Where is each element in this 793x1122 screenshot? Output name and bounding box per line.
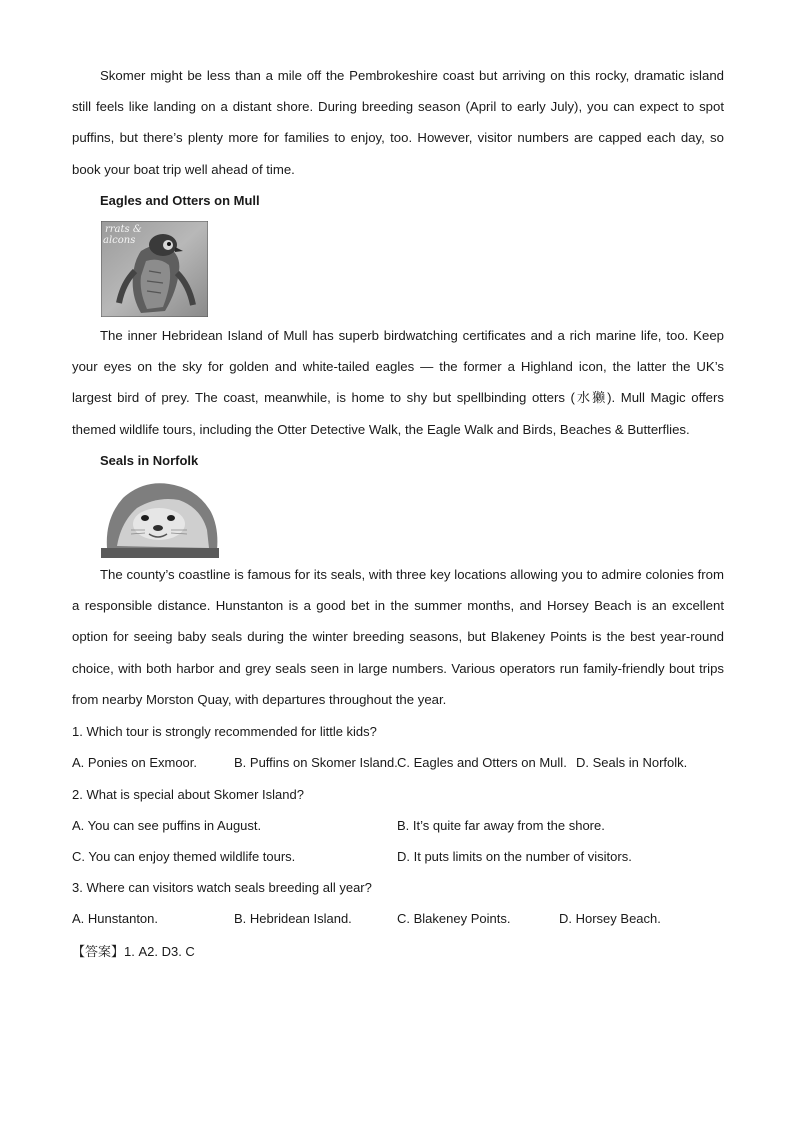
q3-option-c: C. Blakeney Points. (397, 911, 511, 926)
question-1: 1. Which tour is strongly recommended for little kids? (72, 724, 377, 739)
falcon-illustration (101, 221, 208, 317)
q2-option-b: B. It’s quite far away from the shore. (397, 818, 605, 833)
skomer-paragraph-text: Skomer might be less than a mile off the Pembrokeshire coast but arriving on this rocky, dramatic island still feels like landing on a distant shore. During breeding season (April to early July), you can expect to spot puffins, but there’s plenty more for families to enjoy, too. However, visitor numbers are capped each day, so book your boat trip well ahead of time. (72, 68, 724, 177)
heading-eagles-otters-mull: Eagles and Otters on Mull (100, 193, 260, 208)
mull-paragraph-text: The inner Hebridean Island of Mull has superb birdwatching certificates and a rich marine life, too. Keep your eyes on the sky for golden and white-tailed eagles — the former a Highland icon, the latter the UK’s largest bird of prey. The coast, meanwhile, is home to shy but spellbinding otters (水獭). Mull Magic offers themed wildlife tours, including the Otter Detective Walk, the Eagle Walk and Birds, Beaches & Butterflies. (72, 328, 724, 437)
q3-option-d: D. Horsey Beach. (559, 911, 661, 926)
q2-option-c: C. You can enjoy themed wildlife tours. (72, 849, 296, 864)
falcon-caption-line1: rrats & (105, 224, 142, 235)
q1-option-b: B. Puffins on Skomer Island. (234, 755, 398, 770)
question-3: 3. Where can visitors watch seals breeding all year? (72, 880, 372, 895)
answer-line (72, 941, 195, 960)
seal-image (101, 478, 219, 558)
q3-option-a: A. Hunstanton. (72, 911, 158, 926)
q1-option-c: C. Eagles and Otters on Mull. (397, 755, 567, 770)
answer-value: 1. A2. D3. C (124, 944, 195, 959)
q2-option-d: D. It puts limits on the number of visitors. (397, 849, 632, 864)
skomer-paragraph (72, 60, 724, 185)
mull-paragraph (72, 320, 724, 445)
seal-illustration (101, 478, 219, 558)
q2-option-a: A. You can see puffins in August. (72, 818, 262, 833)
falcon-caption-line2: alcons (103, 235, 136, 246)
q1-option-a: A. Ponies on Exmoor. (72, 755, 198, 770)
norfolk-paragraph-text: The county’s coastline is famous for its seals, with three key locations allowing you to admire colonies from a responsible distance. Hunstanton is a good bet in the summer months, and Horsey Beach is an excellent option for seeing baby seals during the winter breeding seasons, but Blakeney Points is the best year-round choice, with both harbor and grey seals seen in large numbers. Various operators run family-friendly bout trips from nearby Morston Quay, with departures throughout the year. (72, 567, 724, 707)
heading-seals-norfolk: Seals in Norfolk (100, 453, 199, 468)
q3-option-b: B. Hebridean Island. (234, 911, 352, 926)
falcon-image (101, 221, 208, 317)
q1-option-d: D. Seals in Norfolk. (576, 755, 688, 770)
norfolk-paragraph (72, 559, 724, 715)
question-2: 2. What is special about Skomer Island? (72, 787, 304, 802)
answer-label: 【答案】 (72, 944, 125, 959)
